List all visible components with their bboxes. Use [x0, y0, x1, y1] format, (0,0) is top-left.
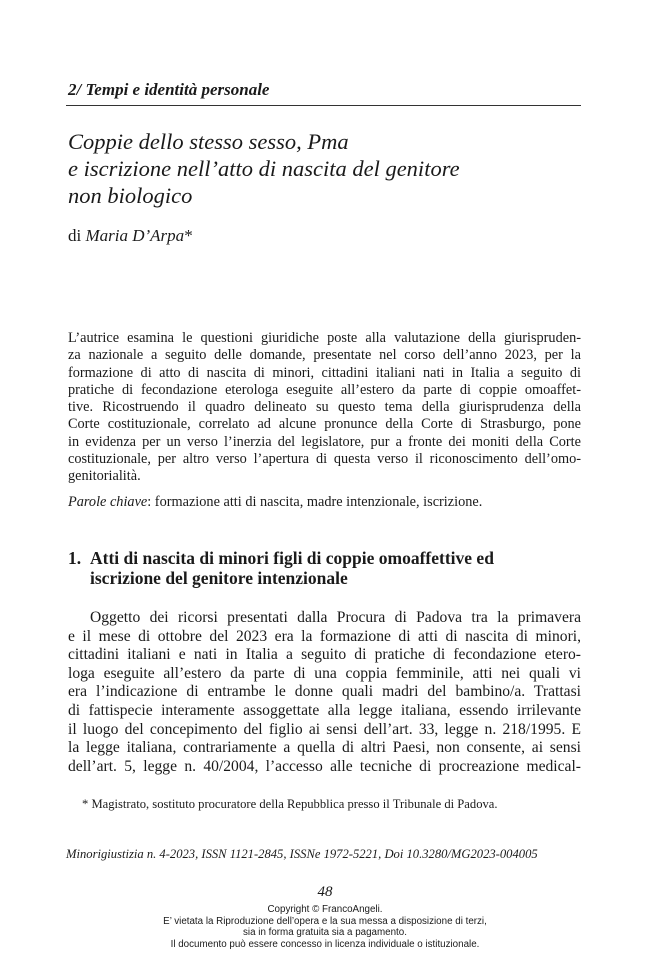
- journal-citation: Minorigiustizia n. 4-2023, ISSN 1121-2845, ISSNe 1972-5221, Doi 10.3280/MG2023-004005: [66, 847, 538, 861]
- body-line: cittadini italiani e nati in Italia a seguito di pratiche di fecondazione etero-: [68, 646, 581, 664]
- abstract-line: L’autrice esamina le questioni giuridiche poste alla valutazione della giurispruden-: [68, 330, 581, 346]
- abstract-line: costituzionale, per altro verso l’apertura di questa verso il riconoscimento dell’omo-: [68, 451, 581, 468]
- heading-line: iscrizione del genitore intenzionale: [90, 568, 348, 588]
- section-number: 1.: [68, 548, 82, 568]
- body-line: la legge italiana, contrariamente a quella di altri Paesi, non consente, ai sensi: [68, 739, 581, 757]
- author-name: Maria D’Arpa: [85, 226, 185, 245]
- abstract-line: in evidenza per un verso l’inerzia del legislatore, pur a fronte dei moniti della Corte: [68, 433, 581, 450]
- body-line: Oggetto dei ricorsi presentati dalla Procura di Padova tra la primavera: [90, 609, 581, 626]
- section-header: 2/ Tempi e identità personale: [68, 80, 270, 99]
- section-heading: [68, 548, 583, 588]
- abstract: [68, 330, 581, 486]
- article-title: [68, 128, 583, 209]
- keywords-text: : formazione atti di nascita, madre intenzionale, iscrizione.: [147, 494, 483, 510]
- author-footnote-marker: *: [184, 226, 193, 245]
- copyright-line: E’ vietata la Riproduzione dell’opera e la sua messa a disposizione di terzi,: [163, 915, 487, 927]
- abstract-line: formazione di atto di nascita di minori, cittadini italiani nati in Italia a seguito di: [68, 364, 581, 381]
- body-line: di fattispecie interamente assoggettate alla legge italiana, essendo irrilevante: [68, 701, 581, 719]
- copyright-line: sia in forma gratuita sia a pagamento.: [243, 927, 407, 939]
- footnote: * Magistrato, sostituto procuratore della Repubblica presso il Tribunale di Padova.: [82, 797, 498, 811]
- title-line: non biologico: [68, 183, 193, 208]
- page-number: 48: [317, 884, 333, 900]
- body-line: e il mese di ottobre del 2023 era la formazione di atti di nascita di minori,: [68, 627, 581, 645]
- body-paragraph: [68, 609, 581, 776]
- title-line: Coppie dello stesso sesso, Pma: [68, 129, 349, 154]
- abstract-line: Corte costituzionale, correlato ad alcune pronunce della Corte di Strasburgo, pone: [68, 416, 581, 433]
- body-line: dell’art. 5, legge n. 40/2004, l’accesso alle tecniche di procreazione medical-: [68, 757, 581, 775]
- author-line: [68, 226, 193, 246]
- author-prefix: di: [68, 226, 82, 245]
- keywords: [68, 494, 482, 511]
- body-line: loga eseguite all’estero da parte di una coppia femminile, atti nei quali vi: [68, 664, 581, 682]
- abstract-line: genitorialità.: [68, 468, 141, 485]
- copyright-notice: [0, 904, 650, 950]
- copyright-line: Copyright © FrancoAngeli.: [267, 904, 383, 915]
- abstract-line: pratiche di fecondazione eterologa eseguite all’estero da parte di coppie omoaffet-: [68, 381, 581, 398]
- body-line: il luogo del concepimento del figlio ai sensi dell’art. 33, legge n. 218/1995. E: [68, 720, 581, 738]
- header-rule: [66, 105, 581, 106]
- body-line: era l’indicazione di entrambe le donne quali madri del bambino/a. Trattasi: [68, 683, 581, 701]
- abstract-line: za nazionale a seguito delle domande, presentate nel corso dell’anno 2023, per la: [68, 347, 581, 364]
- abstract-line: tive. Ricostruendo il quadro delineato su questo tema della giurisprudenza della: [68, 399, 581, 416]
- heading-line: Atti di nascita di minori figli di coppie omoaffettive ed: [90, 548, 494, 568]
- title-line: e iscrizione nell’atto di nascita del genitore: [68, 156, 460, 181]
- keywords-label: Parole chiave: [68, 494, 148, 510]
- copyright-line: Il documento può essere concesso in licenza individuale o istituzionale.: [170, 938, 480, 950]
